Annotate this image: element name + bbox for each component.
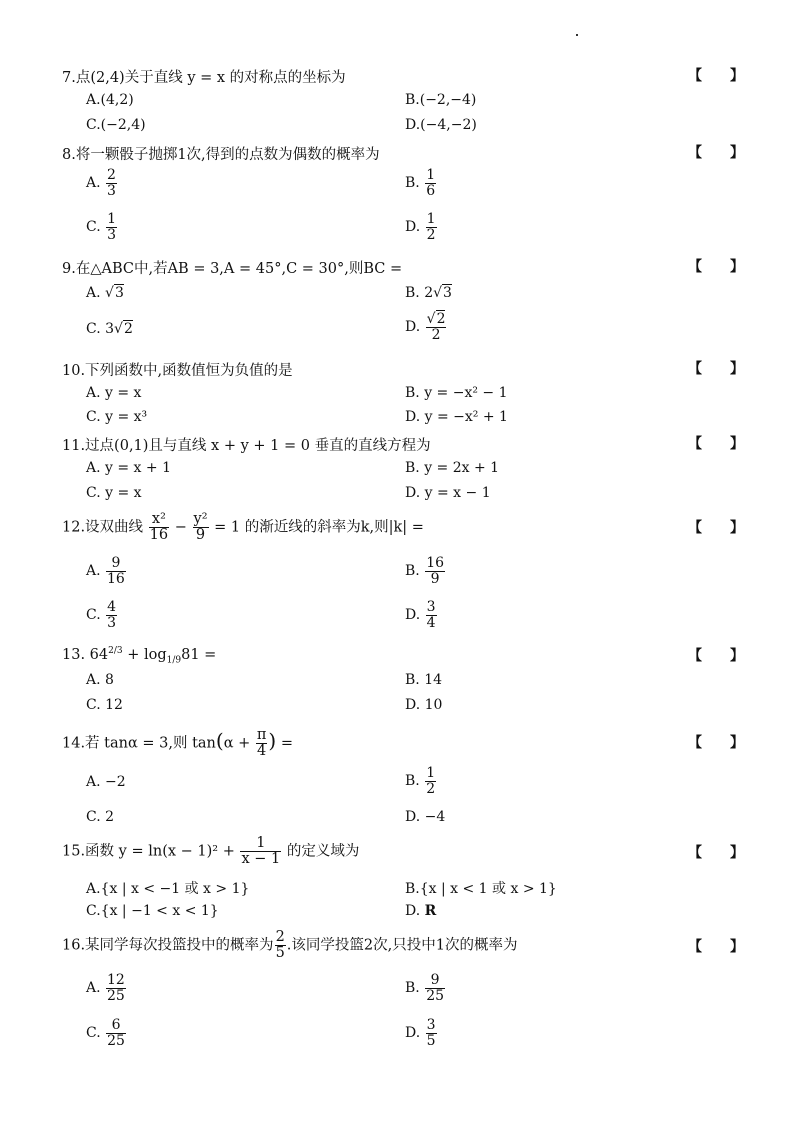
question-7-option-b[interactable]: B.(−2,−4) [405,92,477,108]
question-14-option-c[interactable]: C. 2 [86,809,115,825]
answer-bracket[interactable]: 【 】 [688,735,744,751]
question-10-option-c[interactable]: C. y = x³ [86,409,148,425]
question-15-option-a[interactable]: A.{x | x < −1 或 x > 1} [86,881,250,897]
question-8-option-a[interactable]: A. $\frac{2}{3}$ [86,167,116,199]
question-16-option-a[interactable]: A. $\frac{12}{25}$ [86,972,125,1004]
question-13-option-b[interactable]: B. 14 [405,672,443,688]
question-11-stem: 11.过点(0,1)且与直线 x + y + 1 = 0 垂直的直线方程为 [62,438,431,454]
question-16-option-d[interactable]: D. $\frac{3}{5}$ [405,1017,436,1049]
answer-bracket[interactable]: 【 】 [688,520,744,536]
answer-bracket[interactable]: 【 】 [688,436,744,452]
answer-bracket[interactable]: 【 】 [688,939,744,955]
question-14-option-a[interactable]: A. −2 [86,774,126,790]
question-12-option-b[interactable]: B. $\frac{16}{9}$ [405,555,445,587]
question-13-stem: 13. $64^{2/3} + \log_{1/9}81$ = [62,646,217,666]
question-14-stem: 14.若 tanα = 3,则 tan(α + $\frac{\pi}{4}$ ) = [62,727,293,760]
question-15-option-c[interactable]: C.{x | −1 < x < 1} [86,903,219,919]
question-16-option-c[interactable]: C. $\frac{6}{25}$ [86,1017,125,1049]
answer-bracket[interactable]: 【 】 [688,145,744,161]
question-7-option-d[interactable]: D.(−4,−2) [405,117,477,133]
question-10-option-b[interactable]: B. y = −x² − 1 [405,385,508,401]
question-16-stem: 16.某同学每次投篮投中的概率为 $\frac{2}{5}$ .该同学投篮2次,只投中1次的概率为 [62,929,518,962]
question-16-option-b[interactable]: B. $\frac{9}{25}$ [405,972,445,1004]
question-14-option-b[interactable]: B. $\frac{1}{2}$ [405,765,436,797]
question-8-option-c[interactable]: C. $\frac{1}{3}$ [86,211,117,243]
question-10-stem: 10.下列函数中,函数值恒为负值的是 [62,363,293,379]
question-12-option-c[interactable]: C. $\frac{4}{3}$ [86,599,117,631]
question-9-stem: 9.在△ABC中,若AB = 3,A = 45°,C = 30°,则BC = [62,261,403,277]
question-9-option-d[interactable]: D. $\frac{√2}{2}$ [405,311,446,343]
question-15-option-d[interactable]: D. R [405,903,437,919]
question-8-stem: 8.将一颗骰子抛掷1次,得到的点数为偶数的概率为 [62,147,380,163]
question-12-option-d[interactable]: D. $\frac{3}{4}$ [405,599,436,631]
answer-bracket[interactable]: 【 】 [688,845,744,861]
question-10-option-a[interactable]: A. y = x [86,385,142,401]
question-10-option-d[interactable]: D. y = −x² + 1 [405,409,508,425]
question-11-option-d[interactable]: D. y = x − 1 [405,485,491,501]
question-12-stem: 12.设双曲线 $\frac{\text{x²}}{16}$ − $\frac{\text{y²}}{9}$ = 1 的渐近线的斜率为k,则|k| = [62,511,424,544]
question-9-option-c[interactable]: C. 3√2 [86,321,133,337]
answer-bracket[interactable]: 【 】 [688,361,744,377]
question-9-option-b[interactable]: B. 2√3 [405,285,452,301]
question-12-option-a[interactable]: A. $\frac{9}{16}$ [86,555,125,587]
answer-bracket[interactable]: 【 】 [688,68,744,84]
question-14-option-d[interactable]: D. −4 [405,809,446,825]
question-8-option-b[interactable]: B. $\frac{1}{6}$ [405,167,436,199]
question-13-option-a[interactable]: A. 8 [86,672,114,688]
question-15-stem: 15.函数 y = ln(x − 1)² + $\frac{1}{x - 1}$ 的定义域为 [62,835,360,868]
question-7-option-a[interactable]: A.(4,2) [86,92,134,108]
answer-bracket[interactable]: 【 】 [688,259,744,275]
question-13-option-d[interactable]: D. 10 [405,697,443,713]
question-13-option-c[interactable]: C. 12 [86,697,123,713]
question-9-option-a[interactable]: A. √3 [86,285,124,301]
scan-dot [576,34,578,36]
question-7-stem: 7.点(2,4)关于直线 y = x 的对称点的坐标为 [62,70,346,86]
question-11-option-b[interactable]: B. y = 2x + 1 [405,460,500,476]
question-7-option-c[interactable]: C.(−2,4) [86,117,146,133]
question-15-option-b[interactable]: B.{x | x < 1 或 x > 1} [405,881,557,897]
answer-bracket[interactable]: 【 】 [688,648,744,664]
question-11-option-a[interactable]: A. y = x + 1 [86,460,171,476]
question-11-option-c[interactable]: C. y = x [86,485,142,501]
question-8-option-d[interactable]: D. $\frac{1}{2}$ [405,211,436,243]
